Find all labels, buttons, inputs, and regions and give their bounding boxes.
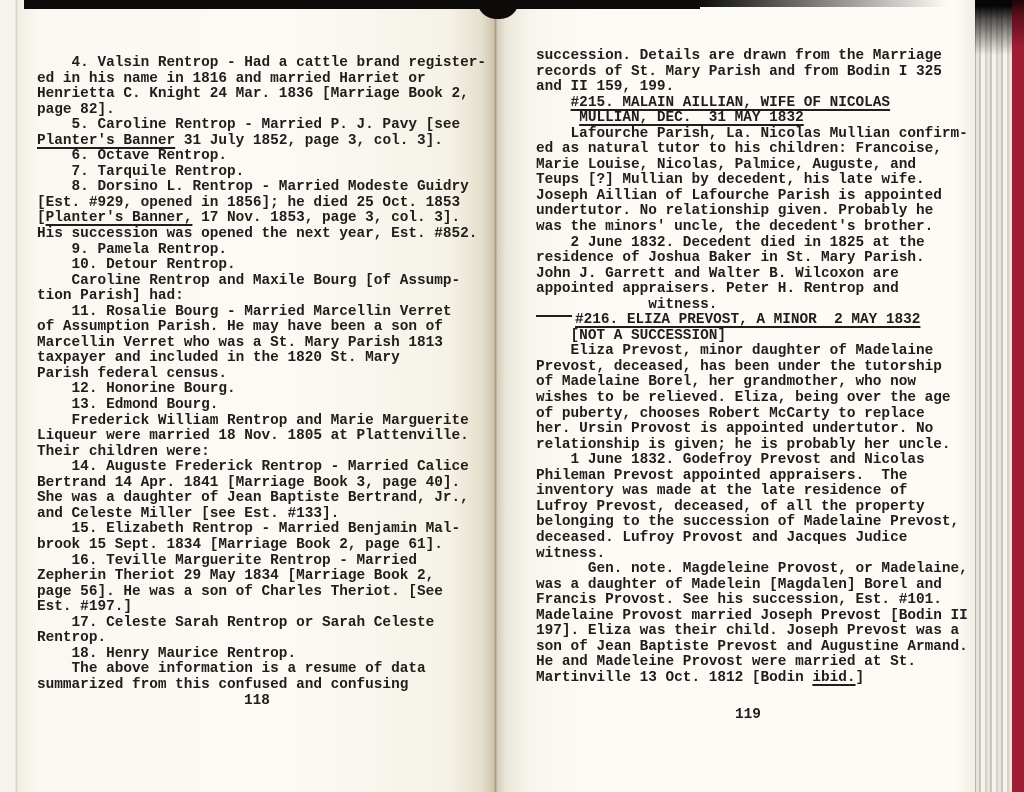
book-cover-edge — [1012, 0, 1024, 792]
text-line: brook 15 Sept. 1834 [Marriage Book 2, page 61]. — [37, 536, 443, 553]
text-line: The above information is a resume of data — [37, 661, 426, 678]
text-line: 15. Elizabeth Rentrop - Married Benjamin Mal- — [37, 521, 461, 538]
text-line: [Est. #929, opened in 1856]; he died 25 Oct. 1853 — [37, 194, 461, 211]
text-line: 17. Celeste Sarah Rentrop or Sarah Celeste — [37, 614, 435, 631]
text-line: records of St. Mary Parish and from Bodin I 325 — [536, 63, 942, 80]
text-line: and Celeste Miller [see Est. #133]. — [37, 505, 340, 522]
text-line: 8. Dorsino L. Rentrop - Married Modeste Guidry — [37, 179, 469, 196]
book-fore-edge-pages — [975, 0, 1013, 792]
text-line: Their children were: — [37, 443, 210, 460]
text-line: Lafourche Parish, La. Nicolas Mullian confirm- — [536, 125, 968, 142]
book-fore-edge-shadow — [975, 0, 1013, 55]
text-line: She was a daughter of Jean Baptiste Bertrand, Jr., — [37, 490, 469, 507]
text-line: Madelaine Provost married Joseph Prevost [Bodin II — [536, 607, 968, 624]
text-line: Rentrop. — [37, 630, 107, 647]
text-line: ed as natural tutor to his children: Francoise, — [536, 141, 942, 158]
text-line: of Madelaine Borel, her grandmother, who now — [536, 374, 916, 391]
text-line: of puberty, chooses Robert McCarty to replace — [536, 405, 925, 422]
text-line: 12. Honorine Bourg. — [37, 381, 236, 398]
text-line: Francis Provost. See his succession, Est. #101. — [536, 592, 942, 609]
text-line: Marcellin Verret who was a St. Mary Parish 1813 — [37, 334, 443, 351]
text-line: Lufroy Prevost, deceased, of all the property — [536, 498, 925, 515]
text-line: Planter's Banner 31 July 1852, page 3, col. 3]. — [37, 132, 443, 149]
text-line: deceased. Lufroy Provost and Jacques Judice — [536, 529, 908, 546]
text-line: John J. Garrett and Walter B. Wilcoxon are — [536, 265, 899, 282]
text-line: #216. ELIZA PREVOST, A MINOR 2 MAY 1832 — [536, 313, 968, 329]
text-line: [Planter's Banner, 17 Nov. 1853, page 3, col. 3]. — [37, 210, 461, 227]
book-spine-gutter — [494, 0, 497, 792]
text-line: of Assumption Parish. He may have been a son of — [37, 319, 443, 336]
text-line: Liqueur were married 18 Nov. 1805 at Plattenville. — [37, 428, 469, 445]
text-line: 13. Edmond Bourg. — [37, 397, 219, 414]
text-line: Bertrand 14 Apr. 1841 [Marriage Book 3, page 40]. — [37, 474, 461, 491]
text-line: 6. Octave Rentrop. — [37, 148, 227, 165]
text-line: Prevost, deceased, has been under the tutorship — [536, 358, 942, 375]
text-line: Martinville 13 Oct. 1812 [Bodin ibid.] — [536, 669, 865, 686]
text-line: 10. Detour Rentrop. — [37, 257, 236, 274]
text-line: Est. #197.] — [37, 599, 132, 616]
text-line: Parish federal census. — [37, 365, 227, 382]
text-line: belonging to the succession of Madelaine Prevost, — [536, 514, 960, 531]
text-line: 5. Caroline Rentrop - Married P. J. Pavy [see — [37, 117, 461, 134]
text-line: Phileman Prevost appointed appraisers. The — [536, 467, 908, 484]
text-line: relationship is given; he is probably her uncle. — [536, 436, 951, 453]
text-line: 2 June 1832. Decedent died in 1825 at the — [536, 234, 925, 251]
text-line: undertutor. No relationship given. Probably he — [536, 203, 934, 220]
text-line: summarized from this confused and confusing — [37, 676, 409, 693]
text-line: was a daughter of Madelein [Magdalen] Borel and — [536, 576, 942, 593]
text-line: 1 June 1832. Godefroy Prevost and Nicolas — [536, 452, 925, 469]
text-line: witness. — [536, 545, 606, 562]
text-line: her. Ursin Provost is appointed undertutor. No — [536, 421, 934, 438]
text-line: His succession was opened the next year, Est. #852. — [37, 226, 478, 243]
text-line: 4. Valsin Rentrop - Had a cattle brand register- — [37, 55, 487, 71]
scan-edge-top-fade — [698, 0, 948, 7]
text-line: residence of Joshua Baker in St. Mary Parish. — [536, 250, 925, 267]
scan-edge-top — [24, 0, 700, 9]
text-line: was the minors' uncle, the decedent's brother. — [536, 219, 934, 236]
text-line: Zepherin Theriot 29 May 1834 [Marriage Book 2, — [37, 568, 435, 585]
page-crease — [15, 0, 18, 792]
text-line: [NOT A SUCCESSION] — [536, 327, 726, 344]
page-number-118: 118 — [244, 693, 270, 709]
text-line: 16. Teville Marguerite Rentrop - Married — [37, 552, 417, 569]
text-line: son of Jean Baptiste Prevost and Augustine Armand. — [536, 638, 968, 655]
text-line: #215. MALAIN AILLIAN, WIFE OF NICOLAS — [570, 94, 891, 111]
text-line: 18. Henry Maurice Rentrop. — [37, 645, 297, 662]
text-line: appointed appraisers. Peter H. Rentrop and — [536, 281, 899, 298]
text-line: 7. Tarquile Rentrop. — [37, 163, 245, 180]
left-page-text — [37, 56, 486, 693]
text-line: wishes to be relieved. Eliza, being over the age — [536, 390, 951, 407]
text-line: Frederick William Rentrop and Marie Marguerite — [37, 412, 469, 429]
text-line: 9. Pamela Rentrop. — [37, 241, 227, 258]
text-line: 11. Rosalie Bourg - Married Marcellin Verret — [37, 303, 452, 320]
text-line: Marie Louise, Nicolas, Palmice, Auguste, and — [536, 156, 916, 173]
page-number-119: 119 — [735, 707, 761, 723]
right-page-text — [536, 49, 968, 686]
text-line: 14. Auguste Frederick Rentrop - Married Calice — [37, 459, 469, 476]
text-line: Caroline Rentrop and Maxile Bourg [of Assump- — [37, 272, 461, 289]
text-line: and II 159, 199. — [536, 79, 675, 96]
typed-rule-line — [536, 315, 572, 317]
text-line: Joseph Aillian of Lafourche Parish is appointed — [536, 187, 942, 204]
text-line: page 56]. He was a son of Charles Theriot. [See — [37, 583, 443, 600]
text-line: witness. — [536, 296, 718, 313]
text-line: He and Madeleine Provost were married at St. — [536, 654, 916, 671]
text-line: Henrietta C. Knight 24 Mar. 1836 [Marriage Book 2, — [37, 86, 469, 103]
text-line: inventory was made at the late residence of — [536, 483, 908, 500]
text-line: MULLIAN, DEC. 31 MAY 1832 — [579, 110, 804, 127]
text-line: Eliza Prevost, minor daughter of Madelaine — [536, 343, 934, 360]
text-line: taxpayer and included in the 1820 St. Mary — [37, 350, 400, 367]
text-line: Teups [?] Mullian by decedent, his late wife. — [536, 172, 925, 189]
text-line: 197]. Eliza was their child. Joseph Prevost was a — [536, 623, 960, 640]
text-line: Gen. note. Magdeleine Provost, or Madelaine, — [536, 561, 968, 578]
text-line: page 82]. — [37, 101, 115, 118]
text-line: tion Parish] had: — [37, 288, 184, 305]
text-line: succession. Details are drawn from the Marriage — [536, 48, 942, 64]
text-line: ed in his name in 1816 and married Harriet or — [37, 70, 426, 87]
